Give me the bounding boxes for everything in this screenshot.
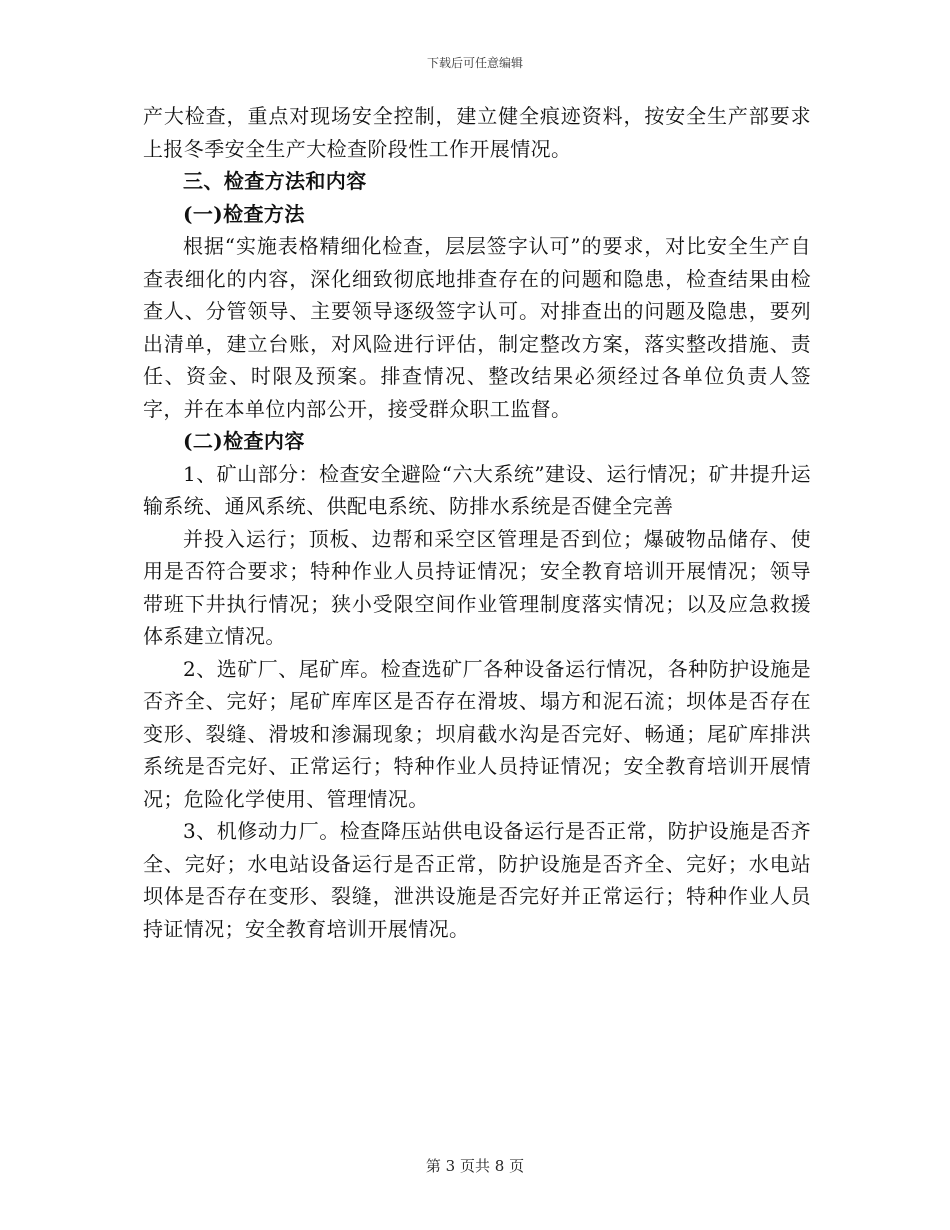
paragraph-power-plant: 3、机修动力厂。检查降压站供电设备运行是否正常，防护设施是否齐全、完好；水电站设备运行是否正常，防护设施是否齐全、完好；水电站坝体是否存在变形、裂缝，泄洪设施是否完好并正常运行；特种作业人员持证情况；安全教育培训开展情况。 bbox=[143, 819, 811, 941]
paragraph-mine: 1、矿山部分：检查安全避险“六大系统”建设、运行情况；矿井提升运输系统、通风系统、供配电系统、防排水系统是否健全完善 bbox=[143, 461, 811, 518]
document-body bbox=[143, 100, 811, 945]
paragraph-continuation: 产大检查，重点对现场安全控制，建立健全痕迹资料，按安全生产部要求上报冬季安全生产大检查阶段性工作开展情况。 bbox=[143, 104, 811, 161]
paragraph-concentrator: 2、选矿厂、尾矿库。检查选矿厂各种设备运行情况，各种防护设施是否齐全、完好；尾矿库库区是否存在滑坡、塌方和泥石流；坝体是否存在变形、裂缝、滑坡和渗漏现象；坝肩截水沟是否完好、畅通；尾矿库排洪系统是否完好、正常运行；特种作业人员持证情况；安全教育培训开展情况；危险化学使用、管理情况。 bbox=[143, 656, 811, 811]
section-heading-3: 三、检查方法和内容 bbox=[183, 169, 367, 193]
paragraph-mine-continued: 并投入运行；顶板、边帮和采空区管理是否到位；爆破物品储存、使用是否符合要求；特种作业人员持证情况；安全教育培训开展情况；领导带班下井执行情况；狭小受限空间作业管理制度落实情况；以及应急救援体系建立情况。 bbox=[143, 526, 811, 648]
page-header: 下载后可任意编辑 bbox=[426, 56, 523, 70]
page-number: 第 3 页共 8 页 bbox=[425, 1157, 525, 1175]
subsection-heading-content: (二)检查内容 bbox=[183, 429, 305, 453]
subsection-heading-method: (一)检查方法 bbox=[183, 201, 305, 226]
paragraph-method: 根据“实施表格精细化检查，层层签字认可”的要求，对比安全生产自查表细化的内容，深化细致彻底地排查存在的问题和隐患，检查结果由检查人、分管领导、主要领导逐级签字认可。对排查出的问题及隐患，要列出清单，建立台账，对风险进行评估，制定整改方案，落实整改措施、责任、资金、时限及预案。排查情况、整改结果必须经过各单位负责人签字，并在本单位内部公开，接受群众职工监督。 bbox=[143, 234, 811, 421]
